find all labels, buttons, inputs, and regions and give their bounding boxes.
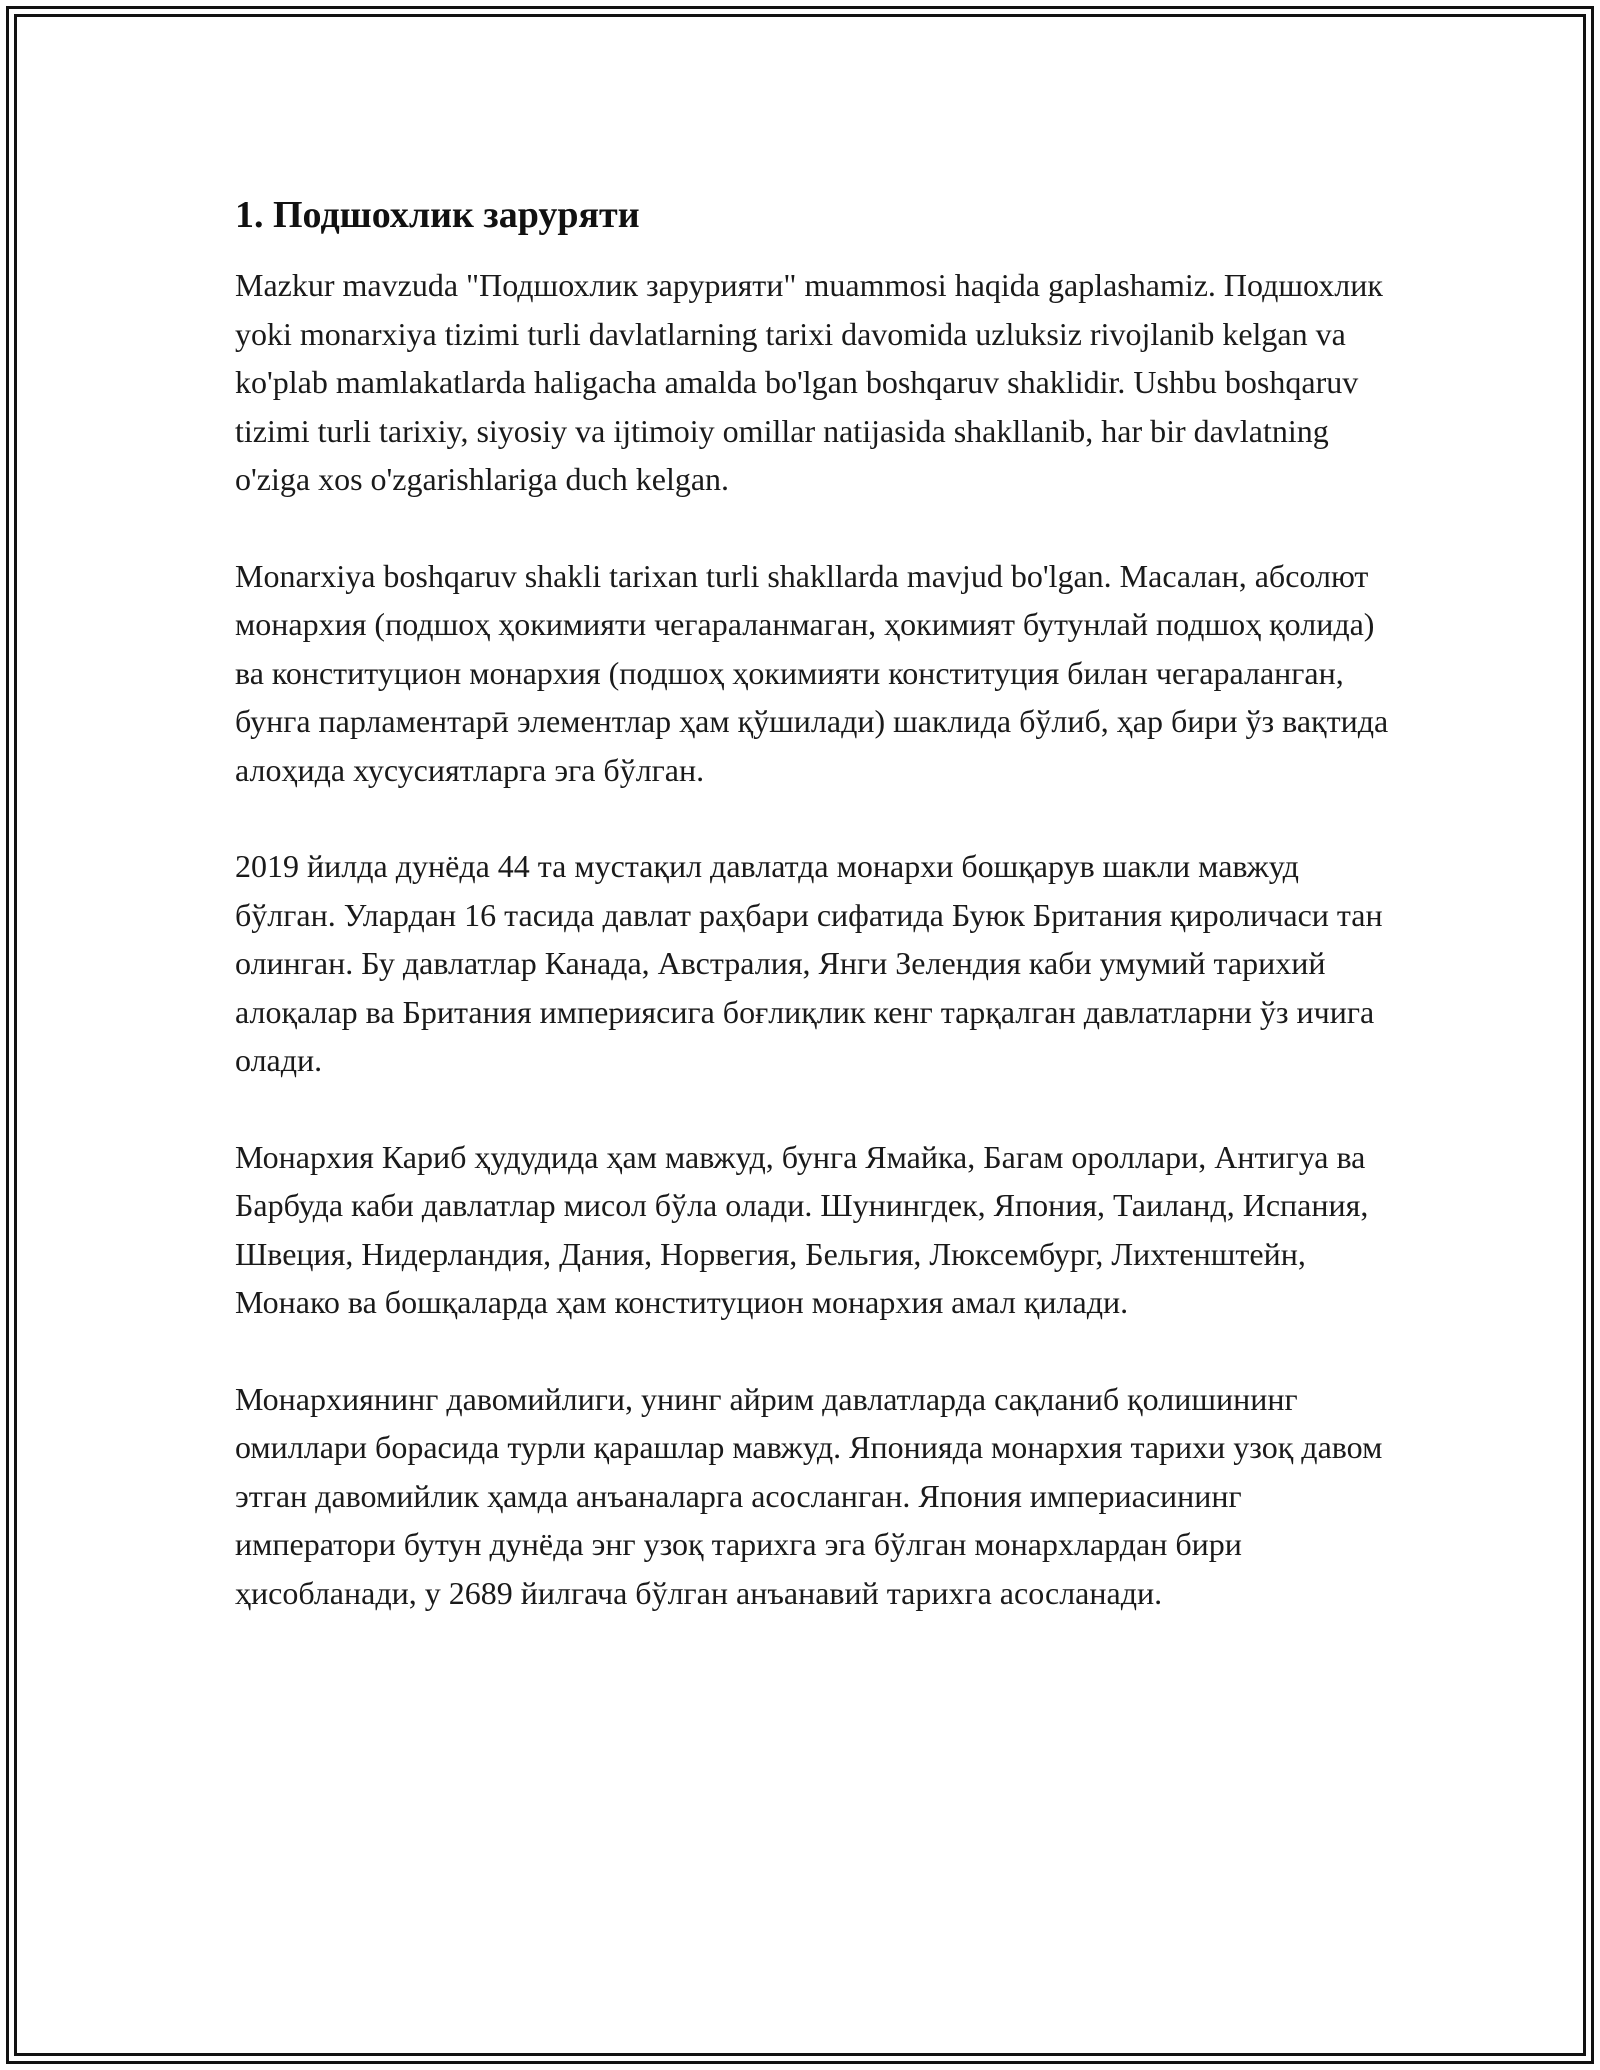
document-body — [235, 185, 1395, 1665]
section-heading: 1. Подшохлик заруряти — [235, 194, 640, 236]
paragraph-1: Mazkur mavzuda "Подшохлик зарурияти" muammosi haqida gaplashamiz. Подшохлик yoki monarxiya tizimi turli davlatlarning tarixi davomida uzluksiz rivojlanib kelgan va ko'plab mamlakatlarda haligacha amalda bo'lgan boshqaruv shaklidir. Ushbu boshqaruv tizimi turli tarixiy, siyosiy va ijtimoiy omillar natijasida shakllanib, har bir davlatning o'ziga xos o'zgarishlariga duch kelgan. — [235, 267, 1383, 497]
paragraph-4: Монархия Кариб ҳудудида ҳам мавжуд, бунга Ямайка, Багам ороллари, Антигуа ва Барбуда каби давлатлар мисол бўла олади. Шунингдек, Япония, Таиланд, Испания, Швеция, Нидерландия, Дания, Норвегия, Бельгия, Люксембург, Лихтенштейн, Монако ва бошқаларда ҳам конституцион монархия амал қилади. — [235, 1138, 1369, 1320]
paragraph-3: 2019 йилда дунёда 44 та мустақил давлатда монархи бошқарув шакли мавжуд бўлган. Улардан 16 тасида давлат раҳбари сифатида Буюк Британия қироличаси тан олинган. Бу давлатлар Канада, Австралия, Янги Зелендия каби умумий тарихий алоқалар ва Британия империясига боғлиқлик кенг тарқалган давлатларни ўз ичига олади. — [235, 848, 1383, 1078]
paragraph-2: Monarxiya boshqaruv shakli tarixan turli shakllarda mavjud bo'lgan. Масалан, абсолют монархия (подшоҳ ҳокимияти чегараланмаган, ҳокимият бутунлай подшоҳ қолида) ва конституцион монархия (подшоҳ ҳокимияти конституция билан чегараланган, бунга парламентарӣ элементлар ҳам қўшилади) шаклида бўлиб, ҳар бири ўз вақтида алоҳида хусусиятларга эга бўлган. — [235, 557, 1389, 788]
paragraph-5: Монархиянинг давомийлиги, унинг айрим давлатларда сақланиб қолишининг омиллари борасида турли қарашлар мавжуд. Японияда монархия тарихи узоқ давом этган давомийлик ҳамда анъаналарга асосланган. Япония империасининг императори бутун дунёда энг узоқ тарихга эга бўлган монархлардан бири ҳисобланади, у 2689 йилгача бўлган анъанавий тарихга асосланади. — [235, 1380, 1383, 1611]
